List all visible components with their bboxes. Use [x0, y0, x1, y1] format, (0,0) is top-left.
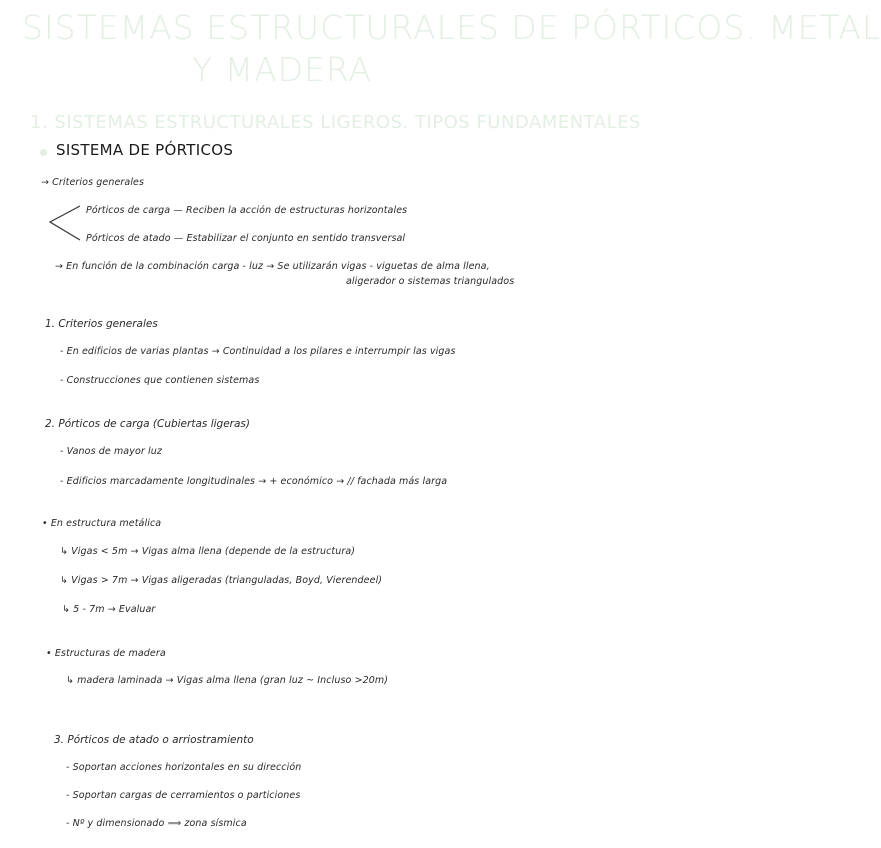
metal-item-2: ↳ Vigas > 7m → Vigas aligeradas (trianguladas, Boyd, Vierendeel) — [60, 575, 383, 586]
s3-item-2: - Soportan cargas de cerramientos o particiones — [66, 790, 301, 801]
criterios-item-1: Pórticos de carga — Reciben la acción de estructuras horizontales — [86, 205, 408, 216]
bullet-dot-icon — [40, 149, 47, 156]
metal-heading: • En estructura metálica — [42, 518, 162, 529]
s2-heading: 2. Pórticos de carga (Cubiertas ligeras) — [45, 418, 250, 430]
criterios-heading: → Criterios generales — [41, 177, 145, 188]
s3-item-3: - Nº y dimensionado ⟹ zona sísmica — [66, 818, 247, 829]
s1-heading: 1. Criterios generales — [45, 318, 158, 330]
madera-heading: • Estructuras de madera — [46, 648, 166, 659]
s3-heading: 3. Pórticos de atado o arriostramiento — [54, 734, 254, 746]
criterios-funcion-line1: → En función de la combinación carga - luz → Se utilizarán vigas - viguetas de alma llena, — [55, 261, 490, 272]
criterios-funcion-line2: aligerador o sistemas triangulados — [346, 276, 515, 287]
criterios-item-2: Pórticos de atado — Estabilizar el conjunto en sentido transversal — [86, 233, 406, 244]
metal-item-3: ↳ 5 - 7m → Evaluar — [62, 604, 156, 615]
s2-item-1: - Vanos de mayor luz — [60, 446, 162, 457]
page-title-line2: Y MADERA — [192, 50, 373, 89]
brace-icon — [46, 204, 86, 244]
madera-item-1: ↳ madera laminada → Vigas alma llena (gran luz ~ Incluso >20m) — [66, 675, 389, 686]
s2-item-2: - Edificios marcadamente longitudinales → + económico → // fachada más larga — [60, 476, 448, 487]
section-title: SISTEMA DE PÓRTICOS — [56, 141, 234, 159]
s1-item-1: - En edificios de varias plantas → Continuidad a los pilares e interrumpir las vigas — [60, 346, 456, 357]
subtitle: 1. SISTEMAS ESTRUCTURALES LIGEROS. TIPOS FUNDAMENTALES — [30, 112, 641, 133]
page-title-line1: SISTEMAS ESTRUCTURALES DE PÓRTICOS. METAL — [22, 8, 881, 47]
s1-item-2: - Construcciones que contienen sistemas — [60, 375, 260, 386]
s3-item-1: - Soportan acciones horizontales en su dirección — [66, 762, 302, 773]
metal-item-1: ↳ Vigas < 5m → Vigas alma llena (depende de la estructura) — [60, 546, 356, 557]
